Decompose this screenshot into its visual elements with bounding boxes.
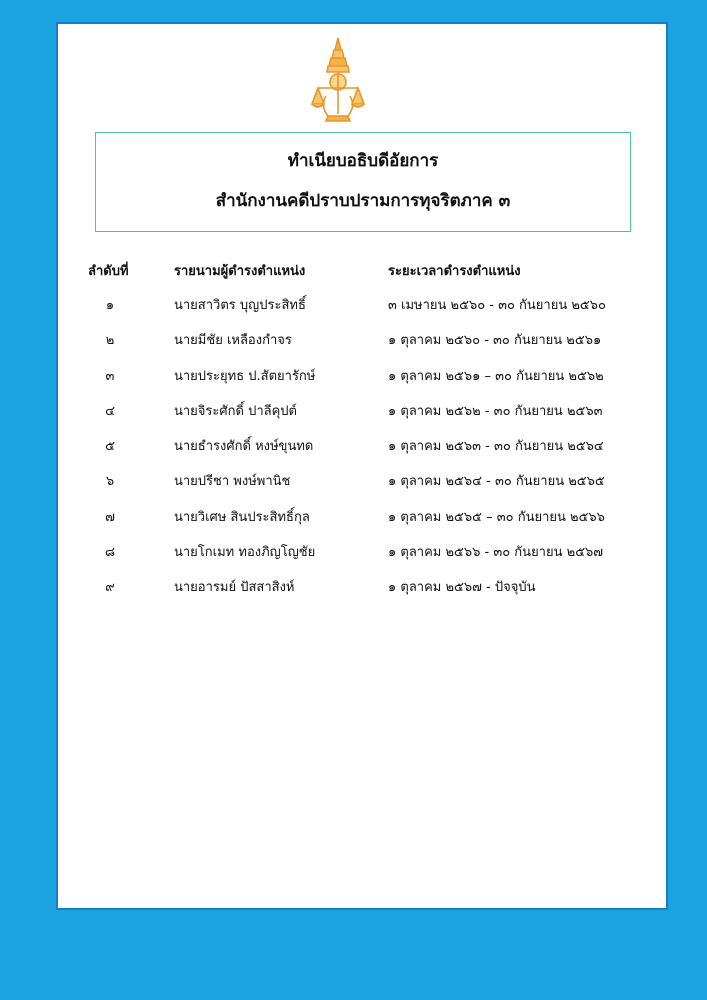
row-name: นายจิระศักดิ์ ปาลีคุปต์ [174,403,297,419]
row-period: ๑ ตุลาคม ๒๕๖๐ - ๓๐ กันยายน ๒๕๖๑ [388,333,602,349]
row-name: นายวิเศษ สินประสิทธิ์กุล [174,509,310,525]
list-item [58,541,666,576]
row-order: ๖ [105,474,115,490]
page-title: ทำเนียบอธิบดีอัยการ [287,151,439,171]
row-period: ๑ ตุลาคม ๒๕๖๒ - ๓๐ กันยายน ๒๕๖๓ [388,403,603,419]
document-page [56,22,668,910]
attorney-general-emblem-icon [308,36,368,122]
row-name: นายธำรงศักดิ์ หงษ์ขุนทด [174,439,314,455]
row-order: ๒ [105,333,115,349]
row-period: ๓ เมษายน ๒๕๖๐ - ๓๐ กันยายน ๒๕๖๐ [388,298,606,313]
header-name: รายนามผู้ดำรงตำแหน่ง [174,264,306,279]
row-name: นายสาวิตร บุญประสิทธิ์ [174,298,306,313]
roster-list [58,294,666,612]
row-name: นายมีชัย เหลืองกำจร [174,333,292,349]
row-order: ๗ [105,509,115,525]
row-order: ๙ [105,580,115,596]
row-period: ๑ ตุลาคม ๒๕๖๖ - ๓๐ กันยายน ๒๕๖๗ [388,545,604,561]
row-order: ๘ [104,545,116,561]
title-box [95,132,631,232]
list-item [58,576,666,611]
row-order: ๕ [105,439,115,455]
header-period: ระยะเวลาดำรงตำแหน่ง [388,264,521,279]
row-name: นายประยุทธ ป.สัตยารักษ์ [174,368,316,384]
list-item [58,400,666,435]
list-item [58,294,666,329]
list-item [58,329,666,364]
header-order: ลำดับที่ [88,264,129,279]
row-name: นายอารมย์ ปัสสาสิงห์ [174,580,295,596]
row-period: ๑ ตุลาคม ๒๕๖๑ – ๓๐ กันยายน ๒๕๖๒ [388,368,604,384]
row-period: ๑ ตุลาคม ๒๕๖๓ - ๓๐ กันยายน ๒๕๖๔ [388,439,604,455]
row-period: ๑ ตุลาคม ๒๕๖๔ - ๓๐ กันยายน ๒๕๖๕ [388,474,605,490]
list-item [58,470,666,505]
list-item [58,435,666,470]
row-period: ๑ ตุลาคม ๒๕๖๕ – ๓๐ กันยายน ๒๕๖๖ [388,509,605,525]
row-name: นายโกเมท ทองภิญโญชัย [174,545,316,561]
row-order: ๓ [105,368,115,384]
list-item [58,506,666,541]
row-period: ๑ ตุลาคม ๒๕๖๗ - ปัจจุบัน [388,580,536,596]
list-item [58,365,666,400]
row-order: ๑ [105,298,115,313]
row-name: นายปรีชา พงษ์พานิช [174,474,291,490]
row-order: ๔ [105,403,115,419]
page-subtitle: สำนักงานคดีปราบปรามการทุจริตภาค ๓ [215,191,511,211]
